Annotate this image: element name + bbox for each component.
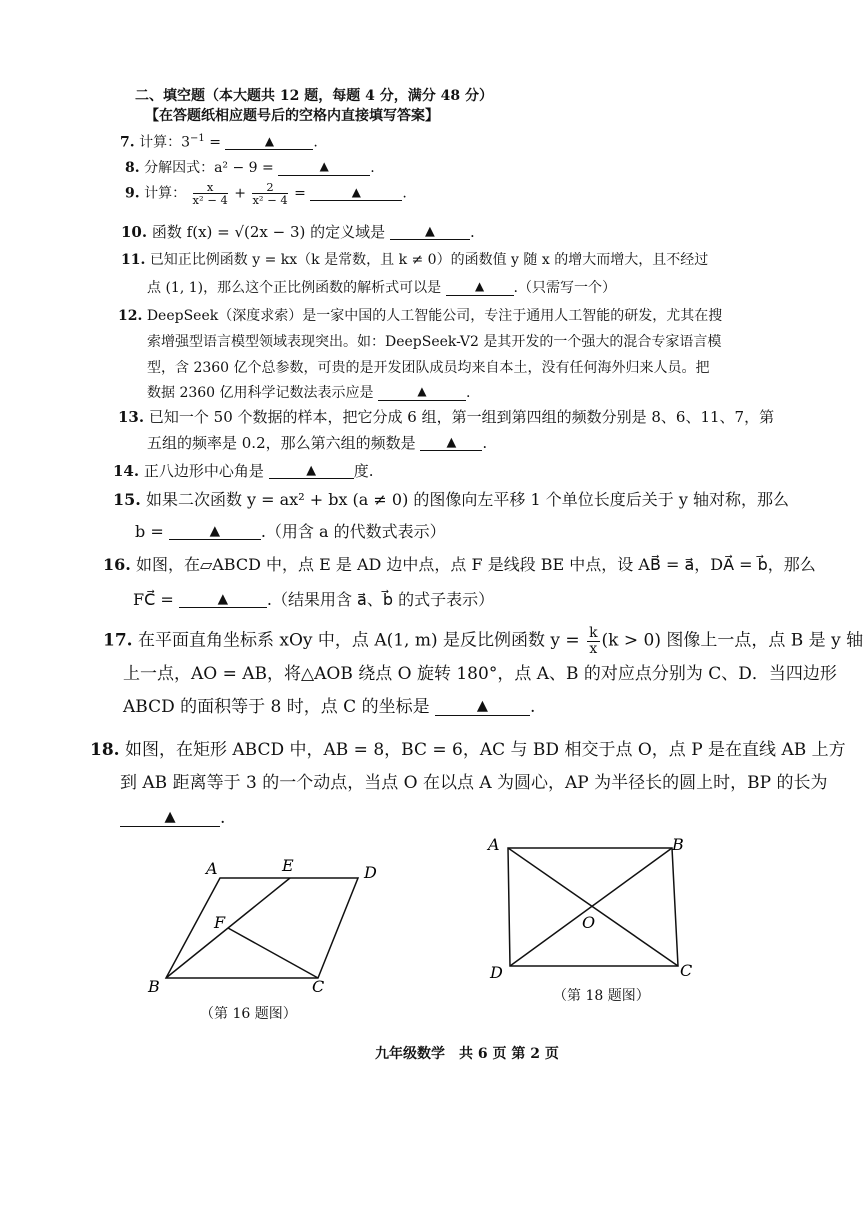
- question-15-line-1: [113, 490, 789, 509]
- vertex-label-b: B: [672, 835, 684, 854]
- period: .: [220, 808, 226, 828]
- vertex-label-e: E: [282, 856, 294, 875]
- vertex-label-a: A: [488, 835, 500, 854]
- question-7: [120, 133, 318, 151]
- question-18-line-3: [120, 808, 225, 828]
- vertex-label-c: C: [312, 977, 325, 996]
- question-number: 16.: [103, 555, 131, 574]
- answer-blank[interactable]: [120, 808, 220, 827]
- question-text: 数据 2360 亿用科学记数法表示应是: [147, 385, 374, 401]
- blank-marker-icon: ▲: [306, 463, 317, 478]
- question-text-tail: .（用含 a 的代数式表示）: [260, 522, 446, 541]
- question-15-line-2: [135, 522, 446, 541]
- equals-sign: =: [294, 185, 311, 202]
- question-number: 8.: [125, 160, 140, 176]
- question-17-line-3: [123, 697, 535, 717]
- blank-marker-icon: ▲: [474, 279, 485, 293]
- period: .: [370, 160, 375, 176]
- figure-18-caption: （第 18 题图）: [553, 988, 650, 1004]
- question-10: [121, 223, 475, 241]
- plus-sign: +: [234, 185, 251, 202]
- question-8: [125, 160, 375, 177]
- exponent: −1: [190, 133, 205, 144]
- blank-marker-icon: ▲: [217, 591, 229, 607]
- answer-blank[interactable]: [390, 223, 470, 240]
- answer-blank[interactable]: [310, 186, 402, 202]
- question-number: 7.: [120, 134, 135, 151]
- unit-text: 度.: [353, 462, 374, 480]
- answer-blank[interactable]: [269, 462, 354, 479]
- segment-fc: [228, 928, 318, 978]
- question-13-line-1: [118, 408, 774, 426]
- question-text: 五组的频率是 0.2，那么第六组的频数是: [147, 434, 416, 452]
- period: .: [469, 223, 475, 241]
- vertex-label-c: C: [680, 961, 693, 980]
- blank-marker-icon: ▲: [417, 384, 427, 398]
- answer-blank[interactable]: [378, 385, 466, 401]
- question-text: 函数 f(x) = √(2x − 3) 的定义域是: [151, 223, 386, 241]
- question-text: 如图，在矩形 ABCD 中，AB = 8，BC = 6，AC 与 BD 相交于点 O，点 P 是在直线 AB 上方: [124, 740, 846, 760]
- fraction: $\frac{x}{\text{x² − 4}}$: [192, 180, 228, 208]
- answer-blank[interactable]: [169, 522, 261, 540]
- vertex-label-o: O: [582, 913, 596, 932]
- fraction: $\frac{2}{\text{x² − 4}}$: [252, 180, 288, 208]
- question-text: b =: [135, 522, 169, 541]
- question-number: 10.: [121, 223, 148, 241]
- question-text: 计算：: [144, 185, 187, 202]
- blank-marker-icon: ▲: [209, 523, 221, 539]
- period: .: [482, 434, 488, 452]
- answer-blank[interactable]: [446, 280, 514, 296]
- equals-sign: =: [204, 134, 226, 151]
- blank-marker-icon: ▲: [264, 133, 274, 148]
- figure-18-rectangle: [480, 830, 700, 980]
- period: .: [402, 185, 407, 202]
- question-number: 11.: [121, 252, 146, 268]
- question-12-line-4: [147, 385, 470, 402]
- question-12-line-2: 索增强型语言模型领域表现突出。如：DeepSeek-V2 是其开发的一个强大的混合专家语言模: [147, 334, 722, 350]
- parallelogram-abcd: [166, 878, 358, 978]
- question-11-line-2: [147, 280, 616, 297]
- question-16-line-2: [133, 590, 494, 609]
- question-text: 如图，在▱ABCD 中，点 E 是 AD 边中点，点 F 是线段 BE 中点，设 AB⃗ = a⃗，DA⃗ = b⃗，那么: [135, 555, 816, 574]
- blank-marker-icon: ▲: [446, 435, 457, 450]
- answer-blank[interactable]: [179, 590, 267, 608]
- question-number: 18.: [90, 740, 120, 760]
- blank-marker-icon: ▲: [319, 159, 329, 173]
- question-14: [113, 462, 373, 480]
- question-18-line-1: [90, 740, 846, 760]
- question-text: DeepSeek（深度求索）是一家中国的人工智能公司，专注于通用人工智能的研发，尤其在搜: [146, 308, 723, 324]
- answer-blank[interactable]: [225, 135, 313, 151]
- answer-blank[interactable]: [420, 434, 482, 451]
- question-text: 点 (1, 1)，那么这个正比例函数的解析式可以是: [147, 280, 442, 296]
- question-17-line-1: [103, 626, 863, 656]
- period: .: [465, 385, 471, 401]
- answer-blank[interactable]: [435, 697, 530, 716]
- figure-16-caption: （第 16 题图）: [200, 1006, 297, 1022]
- question-9: [125, 181, 407, 206]
- question-12-line-1: [118, 308, 722, 325]
- question-text: 计算：3: [139, 134, 190, 151]
- question-number: 17.: [103, 630, 133, 651]
- vertex-label-f: F: [214, 913, 226, 932]
- question-11-line-1: [121, 252, 708, 269]
- question-18-line-2: 到 AB 距离等于 3 的一个动点，当点 O 在以点 A 为圆心，AP 为半径长的圆上时，BP 的长为: [120, 773, 828, 793]
- vertex-label-b: B: [148, 977, 160, 996]
- vertex-label-a: A: [206, 859, 218, 878]
- vertex-label-d: D: [490, 963, 503, 980]
- question-text: 正八边形中心角是: [143, 462, 264, 480]
- question-number: 14.: [113, 462, 140, 480]
- question-text: FC⃗ =: [133, 590, 179, 609]
- fraction: $\frac{k}{x}$: [589, 625, 598, 657]
- question-text-tail: .（结果用含 a⃗、b⃗ 的式子表示）: [266, 590, 495, 609]
- period: .: [313, 134, 318, 151]
- section-instruction: 【在答题纸相应题号后的空格内直接填写答案】: [145, 108, 439, 124]
- question-text: 分解因式：a² − 9 =: [144, 160, 279, 176]
- blank-marker-icon: ▲: [164, 809, 176, 825]
- question-text: (k > 0) 图像上一点，点 B 是 y 轴: [601, 630, 864, 651]
- figure-16-parallelogram: [130, 850, 400, 1000]
- blank-marker-icon: ▲: [476, 698, 489, 714]
- blank-marker-icon: ▲: [351, 184, 361, 199]
- page-footer: 九年级数学 共 6 页 第 2 页: [375, 1046, 559, 1062]
- question-text: 已知一个 50 个数据的样本，把它分成 6 组，第一组到第四组的频数分别是 8、6、11、7，第: [148, 408, 775, 426]
- question-number: 9.: [125, 185, 140, 202]
- question-13-line-2: [147, 434, 487, 452]
- question-12-line-3: 型，含 2360 亿个总参数，可贵的是开发团队成员均来自本土，没有任何海外归来人员。把: [147, 360, 710, 376]
- question-number: 12.: [118, 308, 143, 324]
- question-text: 如果二次函数 y = ax² + bx (a ≠ 0) 的图像向左平移 1 个单位长度后关于 y 轴对称，那么: [145, 490, 789, 509]
- blank-marker-icon: ▲: [425, 224, 435, 239]
- question-number: 15.: [113, 490, 141, 509]
- question-text: 在平面直角坐标系 xOy 中，点 A(1, m) 是反比例函数 y =: [137, 630, 586, 651]
- question-17-line-2: 上一点，AO = AB，将△AOB 绕点 O 旋转 180°，点 A、B 的对应点分别为 C、D．当四边形: [123, 664, 837, 684]
- question-text-tail: .（只需写一个）: [513, 280, 616, 296]
- answer-blank[interactable]: [278, 160, 370, 176]
- question-number: 13.: [118, 408, 145, 426]
- question-text: 已知正比例函数 y = kx（k 是常数，且 k ≠ 0）的函数值 y 随 x 的增大而增大，且不经过: [149, 252, 709, 268]
- question-text: ABCD 的面积等于 8 时，点 C 的坐标是: [123, 697, 430, 717]
- vertex-label-d: D: [364, 863, 377, 882]
- period: .: [529, 697, 536, 717]
- question-16-line-1: [103, 555, 816, 574]
- section-heading: 二、填空题（本大题共 12 题，每题 4 分，满分 48 分）: [135, 88, 493, 104]
